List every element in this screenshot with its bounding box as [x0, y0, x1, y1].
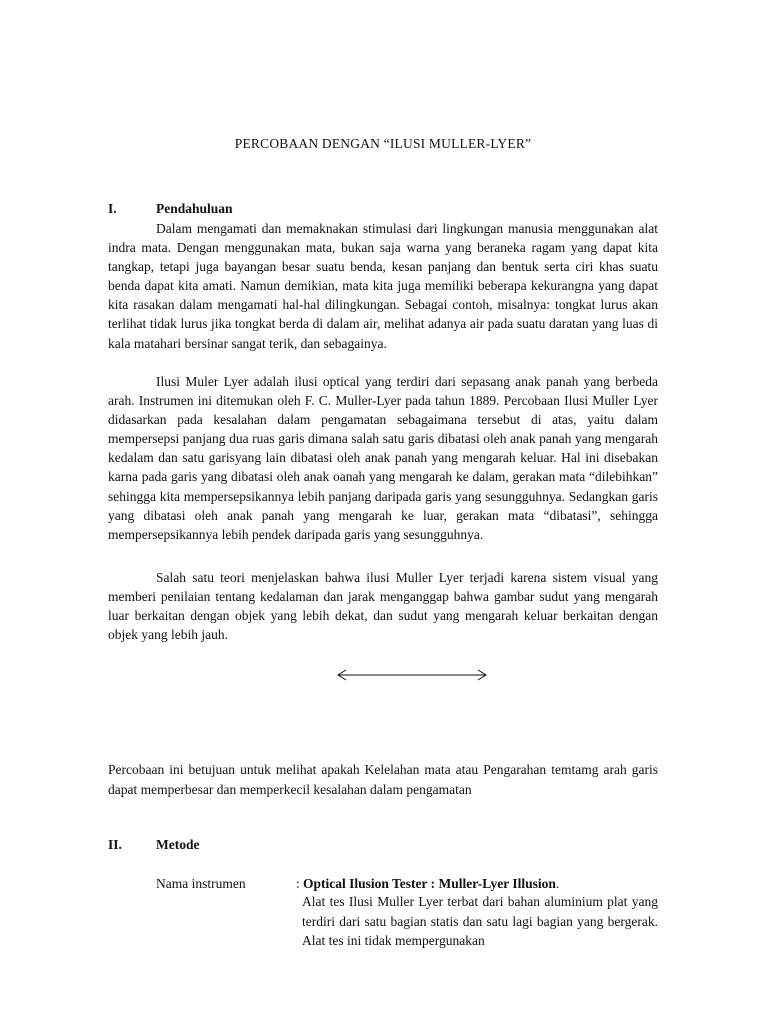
section-title: Pendahuluan — [156, 201, 233, 216]
section-number: II. — [108, 837, 122, 852]
section-title: Metode — [156, 837, 200, 852]
paragraph-muller-lyer: Ilusi Muler Lyer adalah ilusi optical yang terdiri dari sepasang anak panah yang berbeda arah. Instrumen ini ditemukan oleh F. C. Muller-Lyer pada tahun 1889. Percobaan Ilusi Muller Lyer didasarkan pada kesalahan dalam pengamatan sebagaimana tersebut di atas, yaitu dalam mempersepsi panjang dua ruas garis dimana salah satu garis dibatasi oleh anak panah yang mengarah kedalam dan satu garisyang lain dibatasi oleh anak panah yang mengarah keluar. Hal ini disebakan karna pada garis yang dibatasi oleh anak oanah yang mengarah ke dalam, gerakan mata “dilebihkan” sehingga kita mempersepsikannya lebih panjang daripada garis yang sesungguhnya. Sedangkan garis yang dibatasi oleh anak panah yang mengarah ke luar, gerakan mata “dibatasi”, sehingga mempersepsikannya lebih pendek daripada garis yang sesungguhnya. — [108, 374, 658, 542]
section-heading-metode — [108, 837, 199, 853]
section-heading-pendahuluan — [108, 201, 233, 217]
instrument-name-text: Optical Ilusion Tester : Muller-Lyer Illusion — [303, 876, 556, 891]
paragraph-theory: Salah satu teori menjelaskan bahwa ilusi Muller Lyer terjadi karena sistem visual yang memberi penilaian tentang kedalaman dan jarak menganggap bahwa gambar sudut yang mengarah luar berkaitan dengan objek yang lebih dekat, dan sudut yang mengarah keluar berkaitan dengan objek yang lebih jauh. — [108, 570, 658, 643]
instrument-name-period: . — [555, 876, 560, 891]
instrument-label: Nama instrumen — [156, 876, 246, 891]
section-number: I. — [108, 201, 117, 216]
instrument-description: Alat tes Ilusi Muller Lyer terbat dari bahan aluminium plat yang terdiri dari satu bagian statis dan satu lagi bagian yang bergerak. Alat tes ini tidak mempergunakan — [302, 894, 658, 948]
instrument-colon: : — [296, 876, 300, 891]
double-headed-arrow-icon — [336, 667, 488, 683]
instrument-name — [303, 876, 559, 892]
paragraph-intro: Dalam mengamati dan memaknakan stimulasi dari lingkungan manusia menggunakan alat indra mata. Dengan menggunakan mata, bukan saja warna yang beraneka ragam yang dapat kita tangkap, tetapi juga bayangan besar suatu benda, kesan panjang dan bentuk serta ciri khas suatu benda dapat kita amati. Namun demikian, mata kita juga memiliki beberapa kekurangna yang dapat kita rasakan dalam mengamati hal-hal dilingkungan. Sebagai contoh, misalnya: tongkat lurus akan terlihat tidak lurus jika tongkat berda di dalam air, melihat adanya air pada suatu daratan yang luas di kala matahari bersinar sangat terik, dan sebagainya. — [108, 221, 658, 351]
document-title: PERCOBAAN DENGAN “ILUSI MULLER-LYER” — [234, 136, 532, 151]
paragraph-purpose: Percobaan ini betujuan untuk melihat apakah Kelelahan mata atau Pengarahan temtamg arah garis dapat memperbesar dan memperkecil kesalahan dalam pengamatan — [108, 762, 658, 797]
